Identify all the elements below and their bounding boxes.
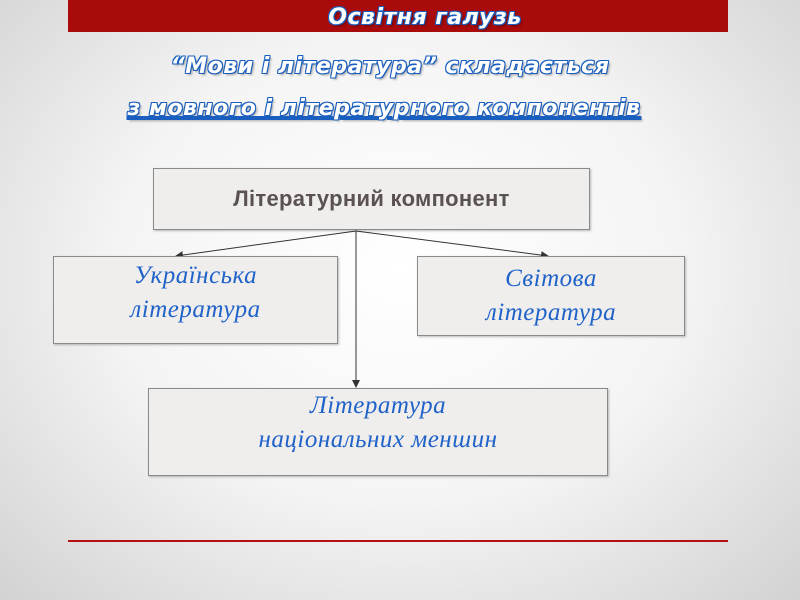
connector-to-world bbox=[356, 231, 548, 256]
title-line-1: Освітня галузь bbox=[328, 5, 522, 30]
node-world-line1: Світова bbox=[505, 265, 597, 292]
root-node-label: Літературний компонент bbox=[233, 186, 510, 211]
bottom-divider-line bbox=[68, 540, 728, 542]
node-world-line2: література bbox=[485, 299, 617, 326]
connector-to-ukrainian bbox=[176, 231, 356, 256]
node-minorities-line2: національних меншин bbox=[258, 426, 498, 453]
title-line-2: “Мови і література” складається bbox=[170, 54, 610, 79]
node-world-literature bbox=[417, 256, 685, 336]
node-ukrainian-literature bbox=[53, 256, 338, 344]
root-node-literary-component bbox=[153, 168, 590, 230]
node-ukrainian-line2: література bbox=[130, 296, 261, 323]
node-minorities-literature bbox=[148, 388, 608, 476]
node-minorities-line1: Література bbox=[309, 392, 447, 419]
node-ukrainian-line1: Українська bbox=[133, 262, 258, 289]
title-line-3: з мовного і літературного компонентів bbox=[127, 96, 641, 121]
